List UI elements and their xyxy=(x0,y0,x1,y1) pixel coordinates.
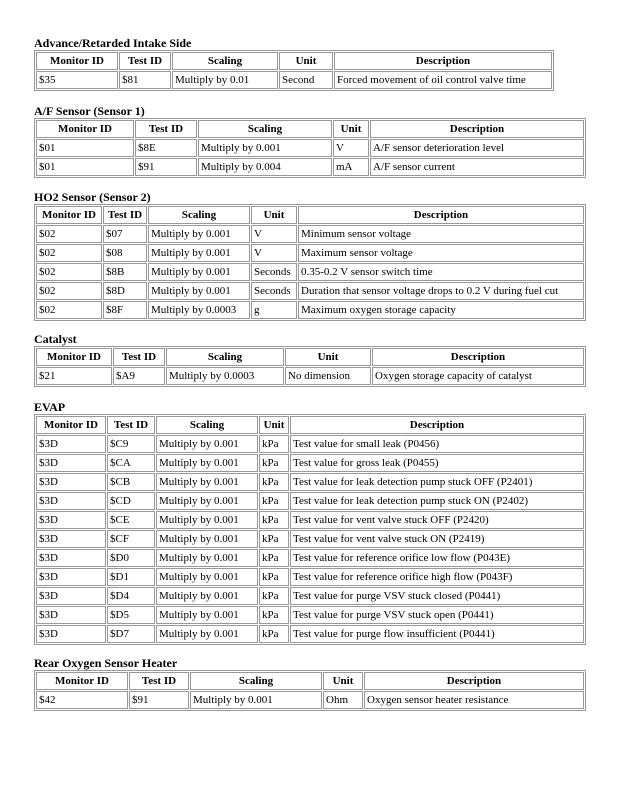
cell-unit: kPa xyxy=(259,606,289,624)
cell-description: Oxygen storage capacity of catalyst xyxy=(372,367,584,385)
cell-unit: kPa xyxy=(259,568,289,586)
cell-unit: V xyxy=(333,139,369,157)
cell-description: Test value for small leak (P0456) xyxy=(290,435,584,453)
data-table xyxy=(34,118,586,178)
cell-scaling: Multiply by 0.0003 xyxy=(166,367,284,385)
cell-scaling: Multiply by 0.001 xyxy=(148,225,250,243)
column-header: Monitor ID xyxy=(36,672,128,690)
cell-description: Oxygen sensor heater resistance xyxy=(364,691,584,709)
column-header: Unit xyxy=(279,52,333,70)
cell-unit: kPa xyxy=(259,492,289,510)
cell-scaling: Multiply by 0.001 xyxy=(156,492,258,510)
table-row xyxy=(36,139,584,157)
column-header: Monitor ID xyxy=(36,52,118,70)
cell-unit: No dimension xyxy=(285,367,371,385)
section-rear-oxygen-sensor-heater xyxy=(34,656,586,711)
cell-unit: kPa xyxy=(259,587,289,605)
table-row xyxy=(36,263,584,281)
cell-scaling: Multiply by 0.01 xyxy=(172,71,278,89)
column-header: Test ID xyxy=(107,416,155,434)
section-title: Catalyst xyxy=(34,332,77,346)
cell-monitor-id: $3D xyxy=(36,435,106,453)
table-row xyxy=(36,568,584,586)
cell-description: Maximum sensor voltage xyxy=(298,244,584,262)
cell-test-id: $08 xyxy=(103,244,147,262)
cell-monitor-id: $3D xyxy=(36,530,106,548)
section-title: EVAP xyxy=(34,400,66,414)
cell-unit: Seconds xyxy=(251,263,297,281)
cell-unit: kPa xyxy=(259,473,289,491)
table-header-row xyxy=(36,348,584,366)
cell-unit: V xyxy=(251,244,297,262)
cell-test-id: $D4 xyxy=(107,587,155,605)
table-header-row xyxy=(36,206,584,224)
cell-unit: kPa xyxy=(259,549,289,567)
table-row xyxy=(36,549,584,567)
column-header: Monitor ID xyxy=(36,416,106,434)
cell-test-id: $81 xyxy=(119,71,171,89)
cell-unit: Ohm xyxy=(323,691,363,709)
cell-test-id: $D1 xyxy=(107,568,155,586)
table-row xyxy=(36,691,584,709)
table-row xyxy=(36,244,584,262)
cell-unit: V xyxy=(251,225,297,243)
section-title: Advance/Retarded Intake Side xyxy=(34,36,192,50)
cell-monitor-id: $21 xyxy=(36,367,112,385)
section-title: Rear Oxygen Sensor Heater xyxy=(34,656,178,670)
column-header: Scaling xyxy=(198,120,332,138)
table-row xyxy=(36,587,584,605)
cell-scaling: Multiply by 0.001 xyxy=(156,435,258,453)
cell-description: Test value for gross leak (P0455) xyxy=(290,454,584,472)
data-table xyxy=(34,50,554,91)
column-header: Scaling xyxy=(156,416,258,434)
cell-test-id: $91 xyxy=(135,158,197,176)
column-header: Scaling xyxy=(148,206,250,224)
cell-scaling: Multiply by 0.0003 xyxy=(148,301,250,319)
cell-monitor-id: $02 xyxy=(36,263,102,281)
column-header: Description xyxy=(334,52,552,70)
cell-description: Test value for vent valve stuck OFF (P2420) xyxy=(290,511,584,529)
cell-test-id: $CA xyxy=(107,454,155,472)
column-header: Test ID xyxy=(103,206,147,224)
table-row xyxy=(36,606,584,624)
cell-description: Test value for leak detection pump stuck ON (P2402) xyxy=(290,492,584,510)
cell-unit: kPa xyxy=(259,435,289,453)
cell-description: Test value for reference orifice low flow (P043E) xyxy=(290,549,584,567)
column-header: Unit xyxy=(285,348,371,366)
column-header: Description xyxy=(290,416,584,434)
cell-scaling: Multiply by 0.001 xyxy=(156,511,258,529)
cell-monitor-id: $3D xyxy=(36,492,106,510)
cell-scaling: Multiply by 0.001 xyxy=(156,454,258,472)
cell-test-id: $A9 xyxy=(113,367,165,385)
column-header: Scaling xyxy=(172,52,278,70)
table-row xyxy=(36,511,584,529)
cell-monitor-id: $01 xyxy=(36,139,134,157)
column-header: Description xyxy=(370,120,584,138)
cell-monitor-id: $02 xyxy=(36,225,102,243)
table-row xyxy=(36,158,584,176)
table-header-row xyxy=(36,52,552,70)
section-title: A/F Sensor (Sensor 1) xyxy=(34,104,145,118)
cell-unit: kPa xyxy=(259,625,289,643)
cell-unit: mA xyxy=(333,158,369,176)
cell-description: 0.35-0.2 V sensor switch time xyxy=(298,263,584,281)
cell-scaling: Multiply by 0.001 xyxy=(156,606,258,624)
cell-description: Duration that sensor voltage drops to 0.2 V during fuel cut xyxy=(298,282,584,300)
column-header: Scaling xyxy=(190,672,322,690)
table-row xyxy=(36,625,584,643)
cell-test-id: $CE xyxy=(107,511,155,529)
cell-monitor-id: $42 xyxy=(36,691,128,709)
cell-scaling: Multiply by 0.001 xyxy=(156,530,258,548)
cell-description: A/F sensor deterioration level xyxy=(370,139,584,157)
column-header: Test ID xyxy=(129,672,189,690)
column-header: Description xyxy=(364,672,584,690)
table-header-row xyxy=(36,416,584,434)
table-row xyxy=(36,435,584,453)
cell-unit: Second xyxy=(279,71,333,89)
cell-test-id: $D7 xyxy=(107,625,155,643)
cell-unit: kPa xyxy=(259,454,289,472)
data-table xyxy=(34,670,586,711)
cell-monitor-id: $3D xyxy=(36,568,106,586)
cell-monitor-id: $3D xyxy=(36,625,106,643)
cell-test-id: $D0 xyxy=(107,549,155,567)
cell-test-id: $C9 xyxy=(107,435,155,453)
cell-scaling: Multiply by 0.004 xyxy=(198,158,332,176)
cell-description: Test value for vent valve stuck ON (P2419) xyxy=(290,530,584,548)
cell-scaling: Multiply by 0.001 xyxy=(148,263,250,281)
cell-scaling: Multiply by 0.001 xyxy=(156,568,258,586)
cell-scaling: Multiply by 0.001 xyxy=(148,244,250,262)
column-header: Monitor ID xyxy=(36,206,102,224)
cell-description: A/F sensor current xyxy=(370,158,584,176)
table-row xyxy=(36,71,552,89)
table-row xyxy=(36,492,584,510)
section-advance-retarded-intake xyxy=(34,36,554,91)
table-row xyxy=(36,282,584,300)
column-header: Test ID xyxy=(135,120,197,138)
cell-test-id: $8B xyxy=(103,263,147,281)
cell-test-id: $8F xyxy=(103,301,147,319)
cell-monitor-id: $3D xyxy=(36,549,106,567)
cell-description: Test value for reference orifice high flow (P043F) xyxy=(290,568,584,586)
cell-unit: kPa xyxy=(259,511,289,529)
cell-scaling: Multiply by 0.001 xyxy=(198,139,332,157)
column-header: Description xyxy=(372,348,584,366)
column-header: Unit xyxy=(323,672,363,690)
table-row xyxy=(36,301,584,319)
cell-description: Minimum sensor voltage xyxy=(298,225,584,243)
cell-monitor-id: $35 xyxy=(36,71,118,89)
column-header: Test ID xyxy=(113,348,165,366)
cell-monitor-id: $3D xyxy=(36,587,106,605)
cell-description: Test value for purge VSV stuck closed (P0441) xyxy=(290,587,584,605)
cell-monitor-id: $3D xyxy=(36,511,106,529)
cell-unit: g xyxy=(251,301,297,319)
table-row xyxy=(36,454,584,472)
cell-monitor-id: $02 xyxy=(36,282,102,300)
column-header: Monitor ID xyxy=(36,120,134,138)
column-header: Scaling xyxy=(166,348,284,366)
section-af-sensor xyxy=(34,104,586,178)
cell-scaling: Multiply by 0.001 xyxy=(156,549,258,567)
column-header: Unit xyxy=(259,416,289,434)
cell-test-id: $D5 xyxy=(107,606,155,624)
cell-scaling: Multiply by 0.001 xyxy=(148,282,250,300)
cell-description: Test value for purge flow insufficient (P0441) xyxy=(290,625,584,643)
section-catalyst xyxy=(34,332,586,387)
cell-scaling: Multiply by 0.001 xyxy=(156,473,258,491)
column-header: Test ID xyxy=(119,52,171,70)
cell-description: Test value for leak detection pump stuck OFF (P2401) xyxy=(290,473,584,491)
cell-test-id: $07 xyxy=(103,225,147,243)
cell-scaling: Multiply by 0.001 xyxy=(190,691,322,709)
section-evap xyxy=(34,400,586,645)
cell-test-id: $8E xyxy=(135,139,197,157)
cell-scaling: Multiply by 0.001 xyxy=(156,587,258,605)
data-table xyxy=(34,414,586,645)
column-header: Monitor ID xyxy=(36,348,112,366)
data-table xyxy=(34,204,586,321)
cell-monitor-id: $3D xyxy=(36,454,106,472)
data-table xyxy=(34,346,586,387)
section-title: HO2 Sensor (Sensor 2) xyxy=(34,190,151,204)
cell-test-id: $91 xyxy=(129,691,189,709)
cell-monitor-id: $01 xyxy=(36,158,134,176)
table-header-row xyxy=(36,672,584,690)
column-header: Unit xyxy=(333,120,369,138)
cell-description: Test value for purge VSV stuck open (P0441) xyxy=(290,606,584,624)
cell-monitor-id: $02 xyxy=(36,244,102,262)
table-row xyxy=(36,530,584,548)
table-row xyxy=(36,225,584,243)
cell-test-id: $CF xyxy=(107,530,155,548)
cell-test-id: $CB xyxy=(107,473,155,491)
cell-monitor-id: $02 xyxy=(36,301,102,319)
cell-scaling: Multiply by 0.001 xyxy=(156,625,258,643)
table-header-row xyxy=(36,120,584,138)
column-header: Description xyxy=(298,206,584,224)
table-row xyxy=(36,473,584,491)
cell-monitor-id: $3D xyxy=(36,473,106,491)
table-row xyxy=(36,367,584,385)
section-ho2-sensor xyxy=(34,190,586,321)
cell-unit: Seconds xyxy=(251,282,297,300)
cell-description: Forced movement of oil control valve time xyxy=(334,71,552,89)
cell-test-id: $8D xyxy=(103,282,147,300)
column-header: Unit xyxy=(251,206,297,224)
cell-test-id: $CD xyxy=(107,492,155,510)
cell-unit: kPa xyxy=(259,530,289,548)
cell-monitor-id: $3D xyxy=(36,606,106,624)
cell-description: Maximum oxygen storage capacity xyxy=(298,301,584,319)
